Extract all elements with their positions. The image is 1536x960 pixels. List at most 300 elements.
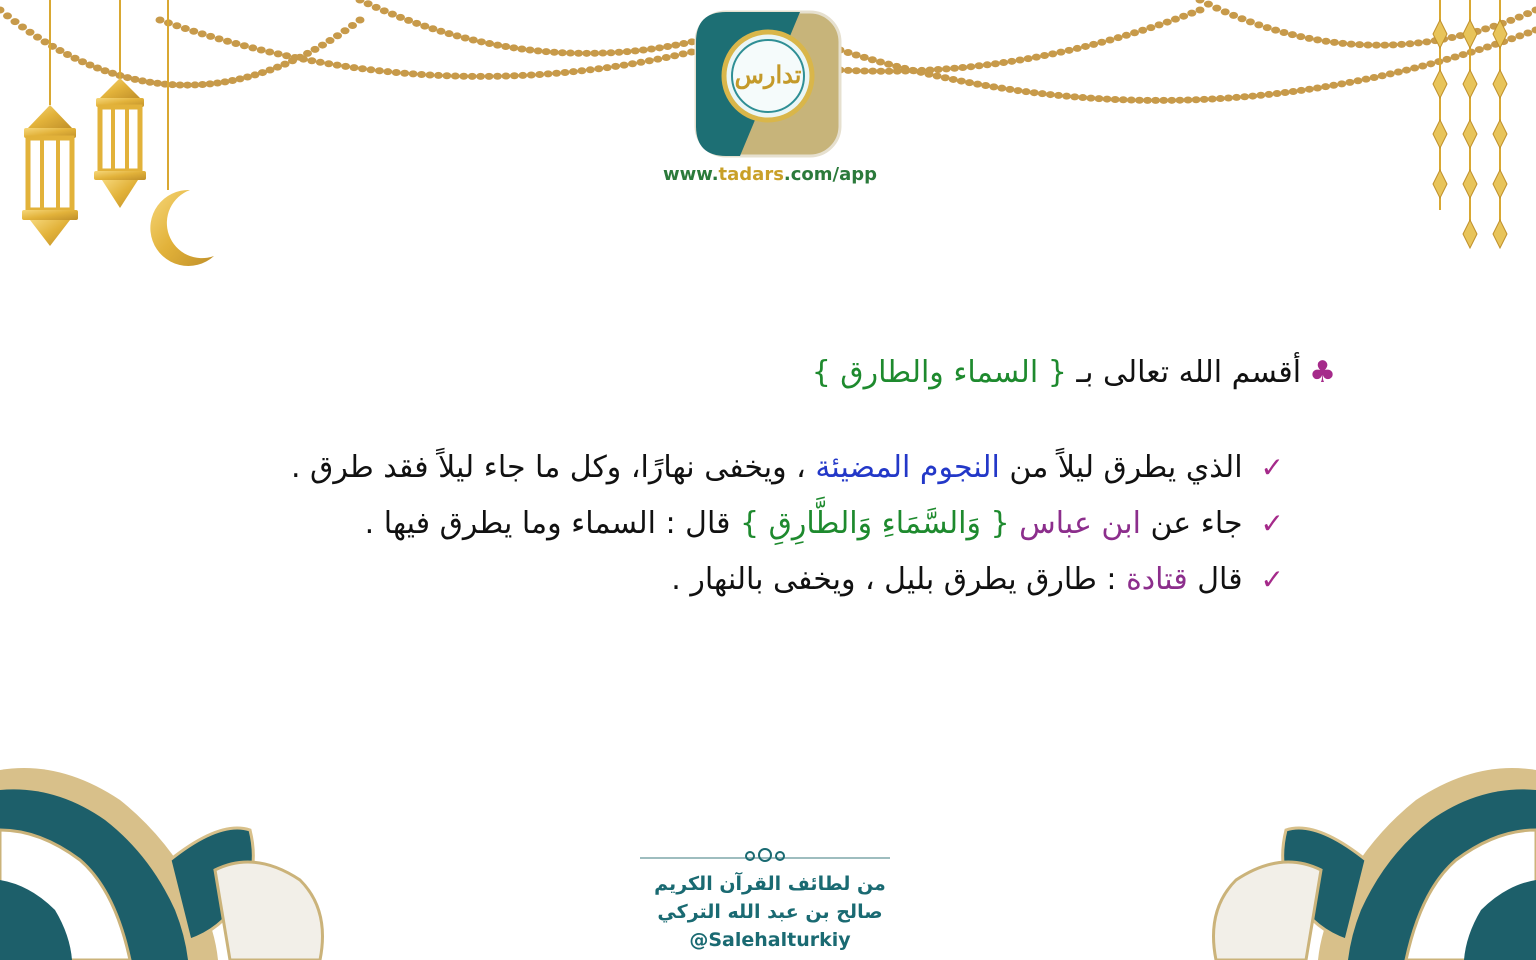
bead [603,64,612,71]
diamond-ornament [1463,220,1477,248]
bead [1281,89,1290,96]
bead [868,68,877,75]
app-url-link[interactable] [600,164,940,185]
bead [885,68,894,75]
bead [392,69,401,76]
bead [1171,16,1180,23]
bead [510,72,519,79]
bead [1130,29,1139,36]
bead [356,17,365,24]
bead [1038,90,1047,97]
bead [942,65,951,72]
bead [451,73,460,80]
bead [1106,37,1115,44]
bead [181,25,190,32]
bead [1208,96,1217,103]
bead [1410,65,1419,72]
bead [501,43,510,50]
bead [1179,13,1188,20]
bead [341,63,350,70]
bead [1345,79,1354,86]
bead [1024,55,1033,62]
bead [1264,91,1273,98]
bead [509,44,518,51]
bead [1389,41,1398,48]
bead [868,56,877,63]
bead [1280,29,1289,36]
bullet-text: الذي يطرق ليلاً من [1009,450,1243,485]
bead [1175,97,1184,104]
crescent-icon [150,0,214,266]
bead [420,23,429,30]
bead [892,63,901,70]
bead [611,63,620,70]
bead [569,68,578,75]
bead [1135,97,1144,104]
bead [1347,41,1356,48]
bead [965,79,974,86]
bead [900,65,909,72]
bead [957,78,966,85]
diamond-ornament [1433,70,1447,98]
bead [594,65,603,72]
bead [566,50,575,57]
bead [590,50,599,57]
bead [1081,43,1090,50]
credit-line1: من لطائف القرآن الكريم [654,873,886,895]
bead [324,60,333,67]
list-item [184,440,1284,496]
bead [3,12,12,19]
flourish-divider [640,849,890,861]
bead [1127,97,1136,104]
bead [1380,42,1389,49]
bead [1048,50,1057,57]
bead [1103,96,1112,103]
bead [1442,56,1451,63]
bead [1256,92,1265,99]
bead [1394,69,1403,76]
bead [916,69,925,76]
url-brand: tadars [718,164,784,185]
bead [975,62,984,69]
bead [1119,96,1128,103]
bead [63,51,72,58]
bead [671,42,680,49]
bead [876,68,885,75]
bead [1263,24,1272,31]
check-icon: ✓ [1260,563,1284,596]
bead [1138,27,1147,34]
bead [1406,40,1415,47]
bead [989,83,998,90]
bead [1232,94,1241,101]
bead [428,25,437,32]
bead [631,47,640,54]
hanging-ornaments-icon [1433,0,1507,248]
bead [950,65,959,72]
bead [468,73,477,80]
bead [1143,97,1152,104]
bead [1196,0,1205,4]
bead [213,80,222,87]
corner-mandala-left [0,768,323,960]
bead [318,42,327,49]
diamond-ornament [1463,120,1477,148]
bead [606,49,615,56]
bead [396,14,405,21]
bead [1184,97,1193,104]
bead [1330,39,1339,46]
bead [1159,97,1168,104]
bead [639,47,648,54]
bead [375,67,384,74]
bead [1078,94,1087,101]
bead [949,76,958,83]
bead [1337,80,1346,87]
bead [628,60,637,67]
bead [1297,87,1306,94]
diamond-ornament [1493,120,1507,148]
bead [934,66,943,73]
bead [860,54,869,61]
bead [623,48,632,55]
bead [1246,18,1255,25]
bead [1515,32,1524,39]
bead [1204,1,1213,8]
bead [1022,88,1031,95]
bead [1288,31,1297,38]
bead [1378,72,1387,79]
bead [1007,58,1016,65]
bead [1422,38,1431,45]
bead [1238,15,1247,22]
bead [348,22,357,29]
bead [1240,93,1249,100]
bead [620,62,629,69]
bullet-text: قال [1197,562,1243,597]
bead [958,64,967,71]
bead [326,37,335,44]
bead [156,17,165,24]
bead [131,76,140,83]
bead [189,28,198,35]
bead [307,57,316,64]
bead [1040,52,1049,59]
bead [550,49,559,56]
bead [1070,93,1079,100]
bead [1212,5,1221,12]
bead [844,67,853,74]
bead [400,70,409,77]
bead [517,45,526,52]
bead [997,85,1006,92]
bead [299,56,308,63]
diamond-ornament [1463,20,1477,48]
bead [1305,86,1314,93]
bead [221,78,230,85]
bead [1364,42,1373,49]
bead [852,67,861,74]
bead [966,63,975,70]
bead [535,71,544,78]
bead [1313,36,1322,43]
bead [1216,95,1225,102]
bead [1402,67,1411,74]
bead [552,70,561,77]
bead [679,50,688,57]
bead [574,50,583,57]
bead [1187,10,1196,17]
check-icon: ✓ [1260,507,1284,540]
bead [146,79,155,86]
bead [41,38,50,45]
bullet-list [184,440,1284,608]
url-suffix: .com/app [783,164,878,185]
diamond-ornament [1493,220,1507,248]
bead [436,28,445,35]
bead [561,69,570,76]
bead [876,58,885,65]
bead [1248,93,1257,100]
bead [1056,49,1065,56]
bead [417,71,426,78]
bead [442,72,451,79]
bead-garland-right [836,0,1536,104]
bead [1338,40,1347,47]
credit-block [600,870,940,954]
bead [485,40,494,47]
bead [1515,14,1524,21]
url-prefix: www. [662,164,719,185]
bullet-text: قال : السماء وما يطرق فيها . [364,506,731,541]
bead [383,68,392,75]
bead [291,54,300,61]
bullet-name: قتادة [1126,562,1188,597]
bead [663,43,672,50]
bead [1296,33,1305,40]
bead [981,82,990,89]
bead [1005,86,1014,93]
corner-mandala-right [1214,768,1536,960]
bead [1289,88,1298,95]
list-item [184,496,1284,552]
bead [316,59,325,66]
bead [33,34,42,41]
bead [501,73,510,80]
bead [240,42,249,49]
bead [56,47,65,54]
bead [1481,25,1490,32]
bead [364,0,373,7]
bead [1073,45,1082,52]
bead [526,47,535,54]
bead [1151,97,1160,104]
bead [983,61,992,68]
bead [1397,41,1406,48]
bead [670,52,679,59]
diamond-ornament [1433,120,1447,148]
bead [265,48,274,55]
bead [11,18,20,25]
bead [172,22,181,29]
bead [493,73,502,80]
bead [341,27,350,34]
bullet-text: جاء عن [1150,506,1243,541]
bead [1155,21,1164,28]
bead [477,38,486,45]
bead [26,29,35,36]
bead [1506,17,1515,24]
bead [231,40,240,47]
bead [282,52,291,59]
bead [1448,34,1457,41]
bead [933,73,942,80]
bead [1065,47,1074,54]
bead [1467,49,1476,56]
bead [493,42,502,49]
bead [453,32,462,39]
bead [1192,96,1201,103]
bead [1418,62,1427,69]
bead [582,50,591,57]
bead [615,49,624,56]
bead [459,73,468,80]
bead [1014,87,1023,94]
bead [1532,7,1536,14]
bead [1434,58,1443,65]
bead [1271,27,1280,34]
bead [598,50,607,57]
bead [1370,74,1379,81]
bead [999,59,1008,66]
bead [1321,83,1330,90]
bead [1114,34,1123,41]
bead [558,49,567,56]
bead [333,62,342,69]
bead [636,59,645,66]
bead [1372,42,1381,49]
bead [1451,53,1460,60]
bead [941,74,950,81]
bead [577,67,586,74]
bead [1086,95,1095,102]
heading-quote: { السماء والطارق } [811,355,1067,390]
bullet-highlight: النجوم المضيئة [815,450,1000,485]
bead [1046,91,1055,98]
bead [223,38,232,45]
bead [404,17,413,24]
bead [1483,43,1492,50]
bead [426,72,435,79]
bead [248,44,257,51]
bead [518,72,527,79]
bead [412,20,421,27]
heading-line [236,355,1336,390]
bead [1523,10,1532,17]
bead [527,72,536,79]
bead [884,61,893,68]
bead [1507,35,1516,42]
bead [350,64,359,71]
bead [852,51,861,58]
bead [1322,38,1331,45]
bead [1459,51,1468,58]
bead [1386,70,1395,77]
bead [647,45,656,52]
bead [925,71,934,78]
bead [1254,21,1263,28]
bead [1221,8,1230,15]
lantern-icon [22,0,78,246]
bead [469,37,478,44]
bead [1273,90,1282,97]
check-icon: ✓ [1260,451,1284,484]
bead [1523,29,1532,36]
diamond-ornament [1463,70,1477,98]
bead [372,4,381,11]
bead [662,54,671,61]
bead [198,30,207,37]
bead [356,0,365,4]
bead [655,44,664,51]
bead [380,7,389,14]
bead [1426,60,1435,67]
bead [476,73,485,80]
bead [1122,32,1131,39]
bead [461,35,470,42]
bead [434,72,443,79]
bead [1414,39,1423,46]
bead [1111,96,1120,103]
diamond-ornament [1463,170,1477,198]
bead [645,57,654,64]
bead [1030,89,1039,96]
bead [388,11,397,18]
bead [311,46,320,53]
bead [1200,96,1209,103]
bead [0,7,5,14]
bead [860,67,869,74]
bead [257,47,266,54]
bead [679,40,688,47]
bead [206,33,215,40]
bead [844,49,853,56]
bead [1163,19,1172,26]
bullet-text: ، ويخفى نهارًا، وكل ما جاء ليلاً فقد طرق . [290,450,806,485]
bead [1355,41,1364,48]
credit-handle[interactable]: @Salehalturkiy [689,929,851,951]
bead [1229,12,1238,19]
list-item [184,552,1284,608]
credit-line2: صالح بن عبد الله التركي [657,901,883,923]
bead [586,66,595,73]
bead [1146,24,1155,31]
bead [1475,46,1484,53]
bead [358,65,367,72]
heading-prefix: أقسم الله تعالى بـ [1076,355,1302,390]
bullet-name: ابن عباس [1019,506,1141,541]
bead [138,77,147,84]
bead [71,55,80,62]
bead [544,70,553,77]
logo-text: تدارس [734,60,802,89]
bead [1196,7,1205,14]
bead [1097,39,1106,46]
diamond-ornament [1493,170,1507,198]
bead [485,73,494,80]
bead [366,66,375,73]
